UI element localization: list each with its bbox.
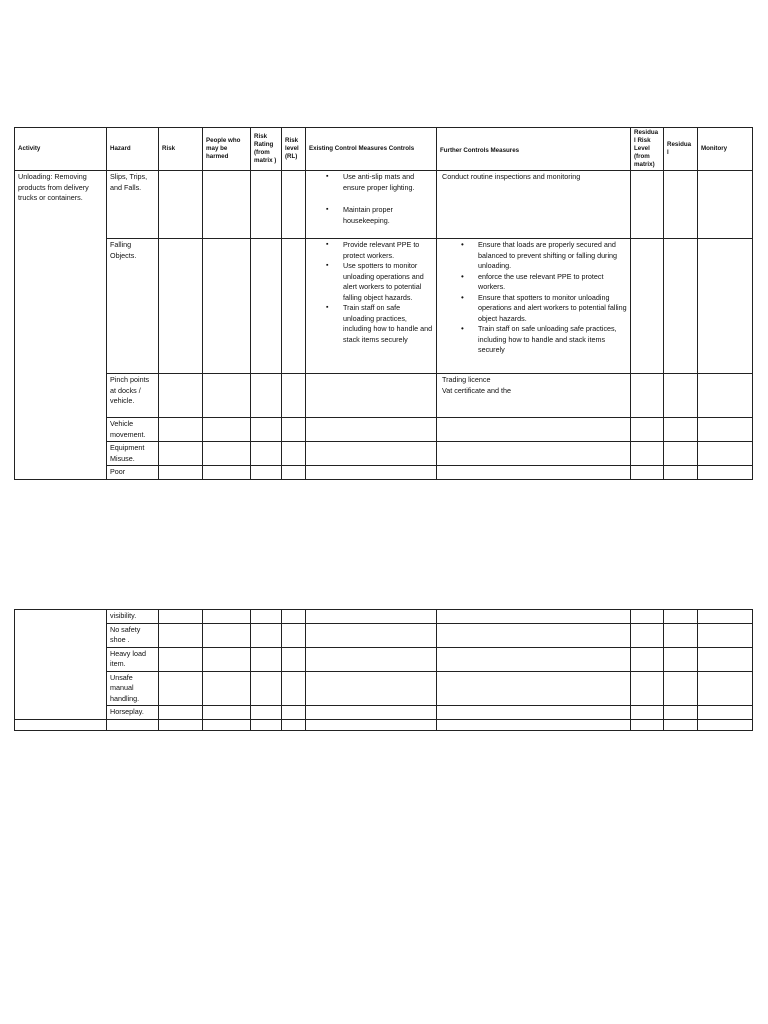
- table-row: [15, 418, 753, 442]
- header-people: People who may be harmed: [203, 128, 251, 171]
- header-risk: Risk: [159, 128, 203, 171]
- table-row: [15, 623, 753, 647]
- table-row: [15, 647, 753, 671]
- hazard-cell: Equipment Misuse.: [107, 442, 159, 466]
- header-residual-risk-level: Residua l Risk Level (from matrix): [631, 128, 664, 171]
- table-row: [15, 706, 753, 720]
- hazard-cell: visibility.: [107, 610, 159, 624]
- header-row: [15, 128, 753, 171]
- list-item: ▪ Provide relevant PPE to protect workers.: [343, 240, 433, 261]
- header-monitory: Monitory: [698, 128, 753, 171]
- hazard-cell: Unsafe manual handling.: [107, 671, 159, 706]
- hazard-cell: No safety shoe .: [107, 623, 159, 647]
- table-row: [15, 671, 753, 706]
- list-item: • Train staff on safe unloading safe practices, including how to handle and stack items securely: [478, 324, 627, 356]
- table-row: [15, 374, 753, 418]
- existing-controls-cell: [306, 239, 437, 374]
- hazard-cell: Pinch points at docks / vehicle.: [107, 374, 159, 418]
- hazard-cell: Falling Objects.: [107, 239, 159, 374]
- table-row: [15, 239, 753, 374]
- hazard-cell: Heavy load item.: [107, 647, 159, 671]
- hazard-cell: Slips, Trips, and Falls.: [107, 171, 159, 239]
- list-item: ▪ Train staff on safe unloading practices, including how to handle and stack items securely: [343, 303, 433, 345]
- list-item: • Ensure that loads are properly secured and balanced to prevent shifting or falling during unloading.: [478, 240, 627, 272]
- header-activity: Activity: [15, 128, 107, 171]
- list-item: ▪ Use anti-slip mats and ensure proper lighting.: [343, 172, 433, 193]
- further-controls-cell: Conduct routine inspections and monitoring: [437, 171, 631, 239]
- hazard-cell: Vehicle movement.: [107, 418, 159, 442]
- existing-controls-cell: [306, 171, 437, 239]
- further-line: Trading licence: [442, 375, 491, 384]
- further-controls-cell: [437, 374, 631, 418]
- activity-cell: [15, 610, 107, 720]
- header-existing-controls: Existing Control Measures Controls: [306, 128, 437, 171]
- header-residual: Residua l: [664, 128, 698, 171]
- further-line: Vat certificate and the: [442, 385, 511, 395]
- list-item: ▪ Maintain proper housekeeping.: [343, 205, 433, 226]
- risk-assessment-table-continued: [14, 609, 753, 731]
- table-row: [15, 719, 753, 730]
- table-row: [15, 171, 753, 239]
- table-row: [15, 610, 753, 624]
- list-item: • enforce the use relevant PPE to protect workers.: [478, 272, 627, 293]
- header-hazard: Hazard: [107, 128, 159, 171]
- further-controls-cell: [437, 239, 631, 374]
- header-risk-level: Risk level (RL): [282, 128, 306, 171]
- hazard-cell: Poor: [107, 466, 159, 480]
- hazard-cell: Horseplay.: [107, 706, 159, 720]
- list-item: • Ensure that spotters to monitor unloading operations and alert workers to potential falling object hazards.: [478, 293, 627, 325]
- table-row: [15, 466, 753, 480]
- header-further-controls: Further Controls Measures: [437, 128, 631, 171]
- header-risk-rating: Risk Rating (from matrix ): [251, 128, 282, 171]
- activity-cell: Unloading: Removing products from delivery trucks or containers.: [15, 171, 107, 480]
- list-item: ▪ Use spotters to monitor unloading operations and alert workers to potential falling object hazards.: [343, 261, 433, 303]
- risk-assessment-table: [14, 127, 753, 480]
- table-row: [15, 442, 753, 466]
